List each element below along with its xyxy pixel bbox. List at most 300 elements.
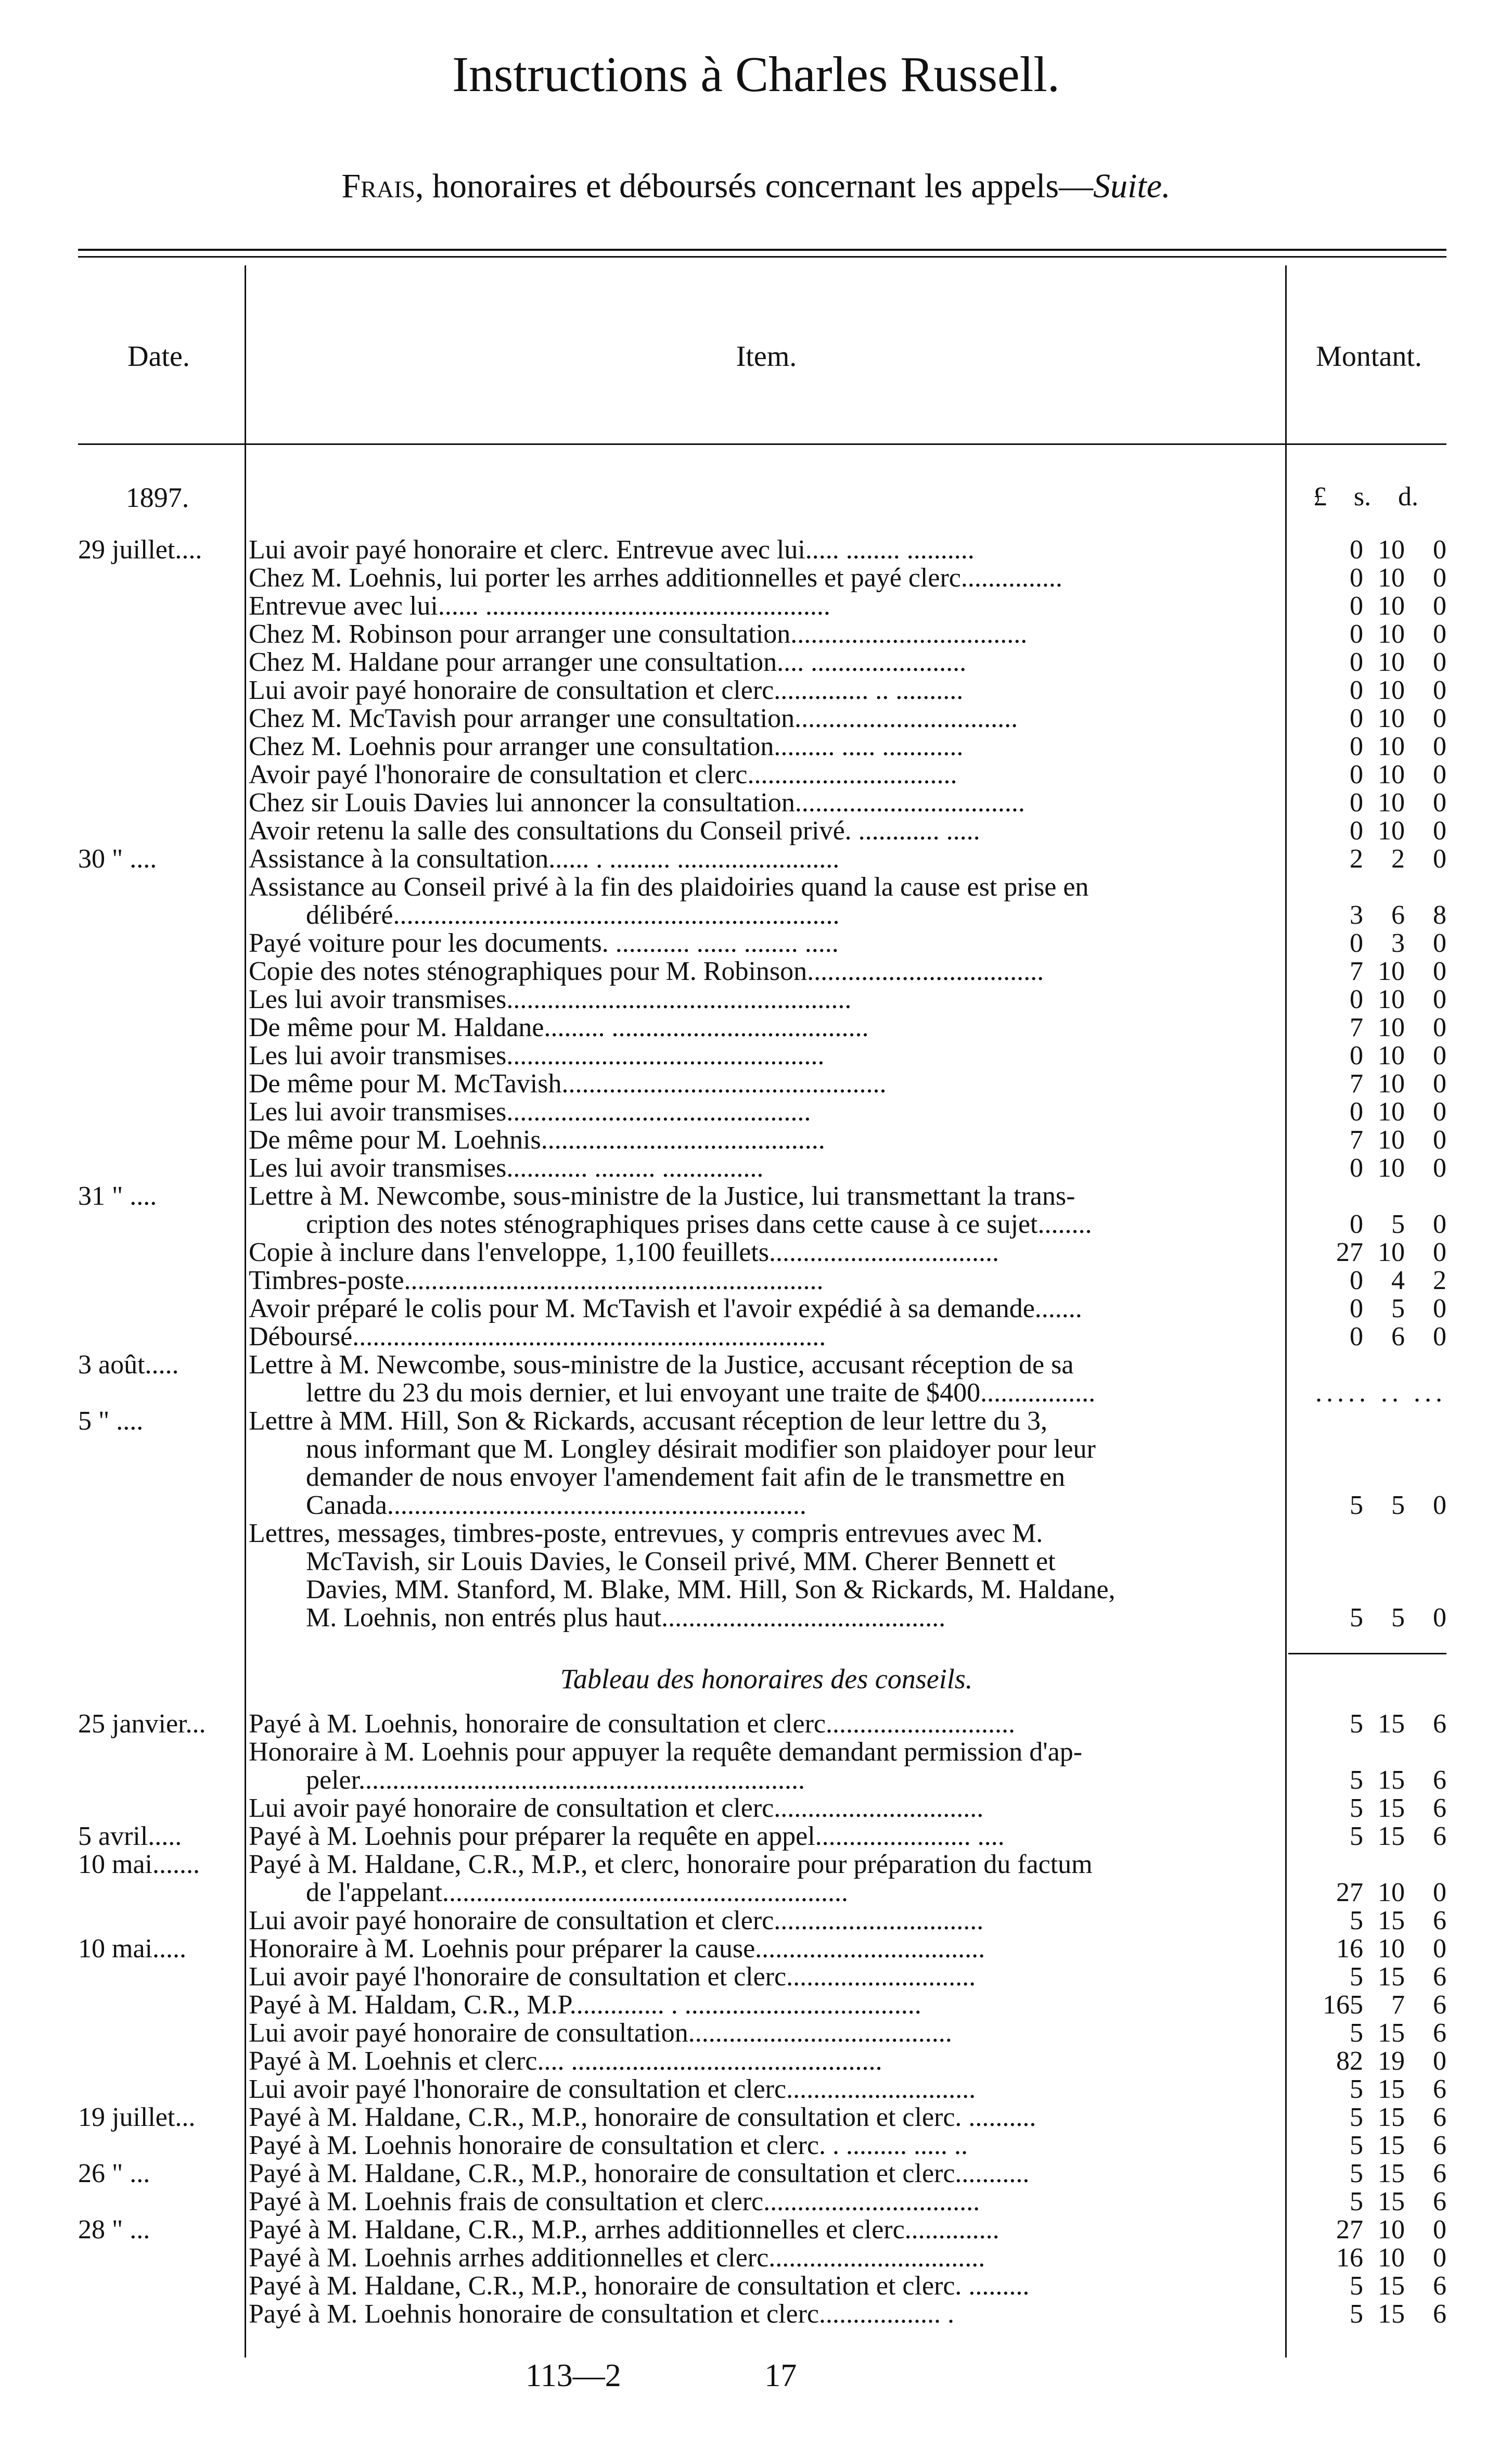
pounds-value: 0 [1350,1294,1363,1323]
row-amount [1290,2188,1446,2216]
row-item [249,2188,1284,2216]
pence-value: 0 [1433,676,1446,705]
row-item-line: Payé à M. Haldane, C.R., M.P., honoraire de consultation et clerc. .......... [249,2102,1036,2132]
row-amount [1290,1154,1446,1182]
row-item [249,648,1284,677]
subtitle-lead: Frais [341,167,415,205]
row-item-line: Chez M. Robinson pour arranger une consultation................................... [249,619,1028,649]
ledger-row [0,1295,1512,1323]
row-date: 3 août..... [78,1350,179,1380]
shillings-value: 10 [1378,1125,1405,1155]
row-item-line: Payé à M. Haldane, C.R., M.P., honoraire de consultation et clerc........... [249,2159,1030,2188]
row-item [249,1710,1284,1738]
pounds-value: 5 [1350,1709,1363,1739]
row-amount [1290,2047,1446,2075]
pence-value: 6 [1433,2187,1446,2216]
page-footer [526,2357,932,2394]
row-item-line: Chez M. Loehnis, lui porter les arrhes additionnelles et payé clerc............... [249,563,1062,593]
row-item [249,620,1284,648]
row-item [249,817,1284,845]
pounds-value: 2 [1350,844,1363,874]
row-item-line: Lui avoir payé honoraire de consultation et clerc............................... [249,1906,984,1935]
row-item-line: Payé à M. Haldam, C.R., M.P.............. . ................................... [249,1990,921,2020]
pounds-value: 27 [1336,2215,1363,2245]
ledger-row [0,733,1512,761]
row-item [249,873,1284,929]
shillings-value: 10 [1378,647,1405,677]
row-item-line: Lettre à M. Newcombe, sous-ministre de la Justice, lui transmettant la trans- [249,1181,1075,1211]
pounds-value: 27 [1336,1878,1363,1907]
pounds-value: 5 [1350,1793,1363,1823]
shillings-value: 10 [1378,760,1405,789]
row-item [249,2244,1284,2272]
row-item [249,2300,1284,2328]
ledger-row [0,592,1512,620]
pounds-value: 0 [1350,760,1363,789]
row-amount [1290,1098,1446,1126]
pence-value: 0 [1433,647,1446,677]
pence-value: 6 [1433,2074,1446,2104]
row-item [249,1126,1284,1154]
row-item-line: Avoir retenu la salle des consultations du Conseil privé. ............ ..... [249,816,980,846]
row-item-line: Lettre à M. Newcombe, sous-ministre de la Justice, accusant réception de sa [249,1350,1074,1380]
page-title: Instructions à Charles Russell. [452,46,1060,102]
pence-value: 0 [1433,844,1446,874]
row-item [249,1851,1284,1907]
row-item [249,1014,1284,1042]
row-item [249,845,1284,873]
ledger-row [0,1323,1512,1351]
row-item-line: Payé à M. Haldane, C.R., M.P., arrhes additionnelles et clerc.............. [249,2215,1000,2245]
row-amount [1290,1710,1446,1738]
amount-placeholder: ..... .. ... [1315,1378,1446,1408]
shillings-value: 10 [1378,563,1405,593]
pence-value: 0 [1433,1878,1446,1907]
row-amount [1290,677,1446,705]
row-item [249,1239,1284,1267]
row-amount [1290,1126,1446,1154]
shillings-value: 10 [1378,704,1405,733]
shillings-value: 2 [1391,844,1405,874]
pounds-value: 0 [1350,619,1363,649]
pence-label: d. [1398,482,1419,512]
shillings-value: 10 [1378,1153,1405,1183]
row-item [249,1267,1284,1295]
pence-value: 0 [1433,760,1446,789]
row-item-line: nous informant que M. Longley désirait modifier son plaidoyer pour leur [306,1434,1096,1464]
shillings-value: 3 [1391,928,1405,958]
pence-value: 6 [1433,1709,1446,1739]
ledger-row [0,1822,1512,1851]
ledger-body [0,536,1512,2328]
row-amount [1290,1492,1446,1520]
pounds-value: 0 [1350,647,1363,677]
ledger-row [0,1070,1512,1098]
row-item-line: Payé à M. Loehnis honoraire de consultation et clerc. . ......... ..... .. [249,2131,968,2160]
shillings-value: 10 [1378,1238,1405,1267]
pence-value: 6 [1433,2018,1446,2048]
row-item [249,1407,1284,1520]
shillings-value: 10 [1378,1878,1405,1907]
row-item [249,929,1284,958]
row-item-line: Entrevue avec lui...... ................................................... [249,591,830,621]
row-item-line: Payé à M. Loehnis et clerc.... .............................................. [249,2046,882,2076]
pence-value: 0 [1433,535,1446,565]
row-item [249,986,1284,1014]
year-label: 1897. [125,482,189,513]
ledger-row [0,2047,1512,2075]
column-header-amount: Montant. [1316,340,1422,373]
pence-value: 6 [1433,2299,1446,2329]
ledger-row [0,2216,1512,2244]
row-date: 10 mai..... [78,1934,186,1964]
row-item-line: Copie des notes sténographiques pour M. Robinson................................... [249,957,1044,986]
pounds-value: 0 [1350,1209,1363,1239]
row-amount [1290,2244,1446,2272]
row-item-line: Lui avoir payé honoraire de consultation et clerc............................... [249,1793,984,1823]
pounds-value: 5 [1350,2018,1363,2048]
pence-value: 6 [1433,1793,1446,1823]
row-date: 5 avril..... [78,1821,182,1851]
ledger-row [0,1935,1512,1963]
pounds-value: 5 [1350,2271,1363,2301]
row-item-line: Payé à M. Loehnis, honoraire de consultation et clerc............................ [249,1709,1015,1739]
ledger-row [0,620,1512,648]
row-item-line: Payé à M. Haldane, C.R., M.P., honoraire de consultation et clerc. ......... [249,2271,1030,2301]
pence-value: 0 [1433,957,1446,986]
row-amount [1290,1766,1446,1794]
row-item-line: Déboursé...................................................................... [249,1322,826,1352]
shillings-value: 15 [1378,2131,1405,2160]
row-item-line: Les lui avoir transmises............................................... [249,1041,825,1070]
row-amount [1290,1210,1446,1239]
row-item-line: Payé à M. Loehnis frais de consultation et clerc................................ [249,2187,980,2216]
pence-value: 0 [1433,2215,1446,2245]
row-item-line: Avoir préparé le colis pour M. McTavish et l'avoir expédié à sa demande....... [249,1294,1082,1323]
row-amount [1290,1239,1446,1267]
row-date: 29 juillet.... [78,535,202,565]
pence-value: 0 [1433,2243,1446,2273]
row-item-line: cription des notes sténographiques prises dans cette cause à ce sujet........ [306,1209,1092,1239]
pounds-label: £ [1313,482,1327,512]
row-item [249,1794,1284,1822]
pounds-value: 5 [1350,2074,1363,2104]
shillings-value: 6 [1391,1322,1405,1352]
shillings-value: 15 [1378,1765,1405,1795]
pence-value: 0 [1433,1603,1446,1633]
pence-value: 6 [1433,1906,1446,1935]
pounds-value: 5 [1350,1490,1363,1520]
row-item [249,2160,1284,2188]
row-amount [1290,1014,1446,1042]
row-item-line: lettre du 23 du mois dernier, et lui envoyant une traite de $400................. [306,1378,1096,1408]
pounds-value: 5 [1350,2131,1363,2160]
ledger-row [0,2132,1512,2160]
row-item-line: Payé à M. Loehnis honoraire de consultation et clerc.................. . [249,2299,954,2329]
shillings-value: 15 [1378,2102,1405,2132]
row-item [249,1907,1284,1935]
row-item [249,958,1284,986]
ledger-row [0,2160,1512,2188]
ledger-row [0,1154,1512,1182]
ledger-row [0,1851,1512,1907]
ledger-row [0,789,1512,817]
ledger-row [0,1907,1512,1935]
row-amount [1290,2272,1446,2300]
row-item [249,1822,1284,1851]
row-item [249,2075,1284,2104]
pounds-value: 7 [1350,1125,1363,1155]
pence-value: 6 [1433,2131,1446,2160]
row-item-line: Honoraire à M. Loehnis pour appuyer la requête demandant permission d'ap- [249,1737,1083,1767]
row-item [249,1991,1284,2019]
row-item [249,677,1284,705]
shillings-value: 10 [1378,1013,1405,1042]
shillings-label: s. [1353,482,1372,512]
shillings-value: 10 [1378,985,1405,1014]
page-number: 17 [764,2358,797,2393]
ledger-row [0,2075,1512,2104]
pounds-value: 16 [1336,1934,1363,1964]
shillings-value: 5 [1391,1490,1405,1520]
pence-value: 6 [1433,2271,1446,2301]
pence-value: 6 [1433,1990,1446,2020]
row-amount [1290,761,1446,789]
pounds-value: 0 [1350,928,1363,958]
pence-value: 0 [1433,1125,1446,1155]
pence-value: 0 [1433,1153,1446,1183]
row-item [249,1738,1284,1794]
footer-signature: 113—2 [526,2358,621,2393]
pence-value: 0 [1433,1069,1446,1099]
row-item-line: Payé voiture pour les documents. ........... ...... ........ ..... [249,928,839,958]
shillings-value: 15 [1378,2299,1405,2329]
row-amount [1290,1991,1446,2019]
row-item-line: Payé à M. Haldane, C.R., M.P., et clerc, honoraire pour préparation du factum [249,1850,1093,1879]
shillings-value: 10 [1378,1097,1405,1127]
row-amount [1290,564,1446,592]
ledger-row [0,1738,1512,1794]
row-item [249,564,1284,592]
shillings-value: 15 [1378,1962,1405,1992]
row-amount [1290,1042,1446,1070]
row-item-line: Payé à M. Loehnis pour préparer la requête en appel....................... .... [249,1821,1005,1851]
shillings-value: 15 [1378,2271,1405,2301]
pounds-value: 0 [1350,676,1363,705]
ledger-row [0,1351,1512,1407]
row-item [249,2272,1284,2300]
pence-value: 0 [1433,1097,1446,1127]
top-double-rule-a [78,249,1446,251]
pounds-value: 16 [1336,2243,1363,2273]
row-item [249,761,1284,789]
row-item [249,705,1284,733]
pounds-value: 0 [1350,985,1363,1014]
row-item-line: De même pour M. McTavish................................................ [249,1069,887,1099]
shillings-value: 4 [1391,1266,1405,1295]
pounds-value: 27 [1336,1238,1363,1267]
row-amount [1290,901,1446,929]
pounds-value: 7 [1350,1069,1363,1099]
row-item-line: Payé à M. Loehnis arrhes additionnelles et clerc................................ [249,2243,985,2273]
row-date: 26 " ... [78,2159,150,2188]
row-item [249,1935,1284,1963]
fees-section-amount-rule [1288,1653,1446,1654]
row-item-line: Timbres-poste.............................................................. [249,1266,824,1295]
ledger-row [0,2272,1512,2300]
subtitle-rest: , honoraires et déboursés concernant les appels— [415,167,1094,205]
row-amount [1290,2300,1446,2328]
pence-value: 0 [1433,2046,1446,2076]
pounds-value: 5 [1350,1962,1363,1992]
shillings-value: 5 [1391,1603,1405,1633]
row-amount [1290,2075,1446,2104]
shillings-value: 15 [1378,1821,1405,1851]
pounds-value: 0 [1350,1322,1363,1352]
row-item-line: Assistance au Conseil privé à la fin des plaidoiries quand la cause est prise en [249,872,1089,902]
pence-value: 6 [1433,2102,1446,2132]
pounds-value: 0 [1350,816,1363,846]
row-amount [1290,733,1446,761]
row-item [249,1295,1284,1323]
row-amount [1290,1935,1446,1963]
pence-value: 0 [1433,928,1446,958]
row-item-line: Copie à inclure dans l'enveloppe, 1,100 feuillets.................................. [249,1238,999,1267]
shillings-value: 10 [1378,676,1405,705]
row-amount [1290,2104,1446,2132]
row-item [249,2019,1284,2047]
row-item-line: Honoraire à M. Loehnis pour préparer la cause.................................. [249,1934,985,1964]
shillings-value: 5 [1391,1209,1405,1239]
pence-value: 0 [1433,619,1446,649]
row-amount [1290,620,1446,648]
ledger-row [0,929,1512,958]
ledger-row [0,2104,1512,2132]
row-date: 10 mai....... [78,1850,200,1879]
row-amount [1290,2160,1446,2188]
header-bottom-rule [78,443,1446,445]
shillings-value: 15 [1378,1906,1405,1935]
pounds-value: 0 [1350,1041,1363,1070]
shillings-value: 7 [1391,1990,1405,2020]
shillings-value: 10 [1378,1934,1405,1964]
row-item [249,2216,1284,2244]
row-amount [1290,2132,1446,2160]
ledger-row [0,1267,1512,1295]
shillings-value: 10 [1378,535,1405,565]
row-amount [1290,789,1446,817]
row-item-line: Lui avoir payé honoraire de consultation et clerc.............. .. .......... [249,676,964,705]
row-amount [1290,817,1446,845]
row-amount [1290,1379,1446,1407]
row-item-line: délibéré.................................................................. [306,900,840,930]
row-item-line: Canada.............................................................. [306,1490,806,1520]
row-amount [1290,1907,1446,1935]
row-item-line: McTavish, sir Louis Davies, le Conseil privé, MM. Cherer Bennett et [306,1547,1056,1576]
ledger-row [0,2300,1512,2328]
row-item-line: Davies, MM. Stanford, M. Blake, MM. Hill, Son & Rickards, M. Haldane, [306,1575,1116,1604]
row-item [249,1520,1284,1632]
pounds-value: 0 [1350,563,1363,593]
shillings-value: 15 [1378,1793,1405,1823]
row-item [249,1098,1284,1126]
ledger-row [0,564,1512,592]
shillings-value: 15 [1378,2159,1405,2188]
ledger-row [0,1963,1512,1991]
row-item-line: Chez M. Haldane pour arranger une consultation.... ....................... [249,647,967,677]
row-amount [1290,705,1446,733]
pounds-value: 5 [1350,2159,1363,2188]
pence-value: 0 [1433,1209,1446,1239]
row-amount [1290,1604,1446,1632]
pounds-value: 5 [1350,2102,1363,2132]
pounds-value: 0 [1350,535,1363,565]
row-date: 28 " ... [78,2215,150,2245]
shillings-value: 10 [1378,732,1405,761]
shillings-value: 15 [1378,2018,1405,2048]
pence-value: 6 [1433,1765,1446,1795]
shillings-value: 10 [1378,1041,1405,1070]
row-item-line: Lettres, messages, timbres-poste, entrevues, y compris entrevues avec M. [249,1519,1043,1548]
ledger-row [0,845,1512,873]
row-item-line: Les lui avoir transmises............................................. [249,1097,811,1127]
pounds-value: 5 [1350,1603,1363,1633]
pounds-value: 7 [1350,957,1363,986]
pence-value: 0 [1433,732,1446,761]
column-header-date: Date. [127,340,190,373]
row-item-line: Lui avoir payé honoraire de consultation....................................... [249,2018,952,2048]
row-item-line: peler.................................................................. [306,1765,805,1795]
pounds-value: 7 [1350,1013,1363,1042]
shillings-value: 15 [1378,2074,1405,2104]
row-amount [1290,1822,1446,1851]
row-item-line: De même pour M. Loehnis.......................................... [249,1125,825,1155]
pounds-value: 0 [1350,1153,1363,1183]
ledger-row [0,1520,1512,1632]
row-amount [1290,1070,1446,1098]
shillings-value: 15 [1378,2187,1405,2216]
pence-value: 0 [1433,1294,1446,1323]
page-subtitle [0,165,1512,207]
ledger-row [0,1126,1512,1154]
pence-value: 0 [1433,1013,1446,1042]
subtitle-suite: Suite. [1093,167,1171,205]
ledger-row [0,2019,1512,2047]
pounds-value: 0 [1350,732,1363,761]
shillings-value: 10 [1378,1069,1405,1099]
ledger-row [0,761,1512,789]
pence-value: 0 [1433,1490,1446,1520]
row-item [249,1042,1284,1070]
row-item [249,1182,1284,1239]
row-item-line: M. Loehnis, non entrés plus haut.......................................... [306,1603,946,1633]
row-amount [1290,2019,1446,2047]
pounds-value: 0 [1350,591,1363,621]
expenses-section [0,536,1512,1632]
fees-section-title: Tableau des honoraires des conseils. [560,1663,973,1694]
row-item [249,536,1284,564]
row-item-line: Lui avoir payé honoraire et clerc. Entrevue avec lui..... ........ .......... [249,535,975,565]
ledger-row [0,986,1512,1014]
currency-header [1285,481,1446,512]
row-item-line: Les lui avoir transmises................................................... [249,985,852,1014]
pence-value: 0 [1433,563,1446,593]
pence-value: 0 [1433,704,1446,733]
ledger-row [0,1407,1512,1520]
shillings-value: 10 [1378,957,1405,986]
pence-value: 0 [1433,591,1446,621]
pence-value: 0 [1433,788,1446,818]
